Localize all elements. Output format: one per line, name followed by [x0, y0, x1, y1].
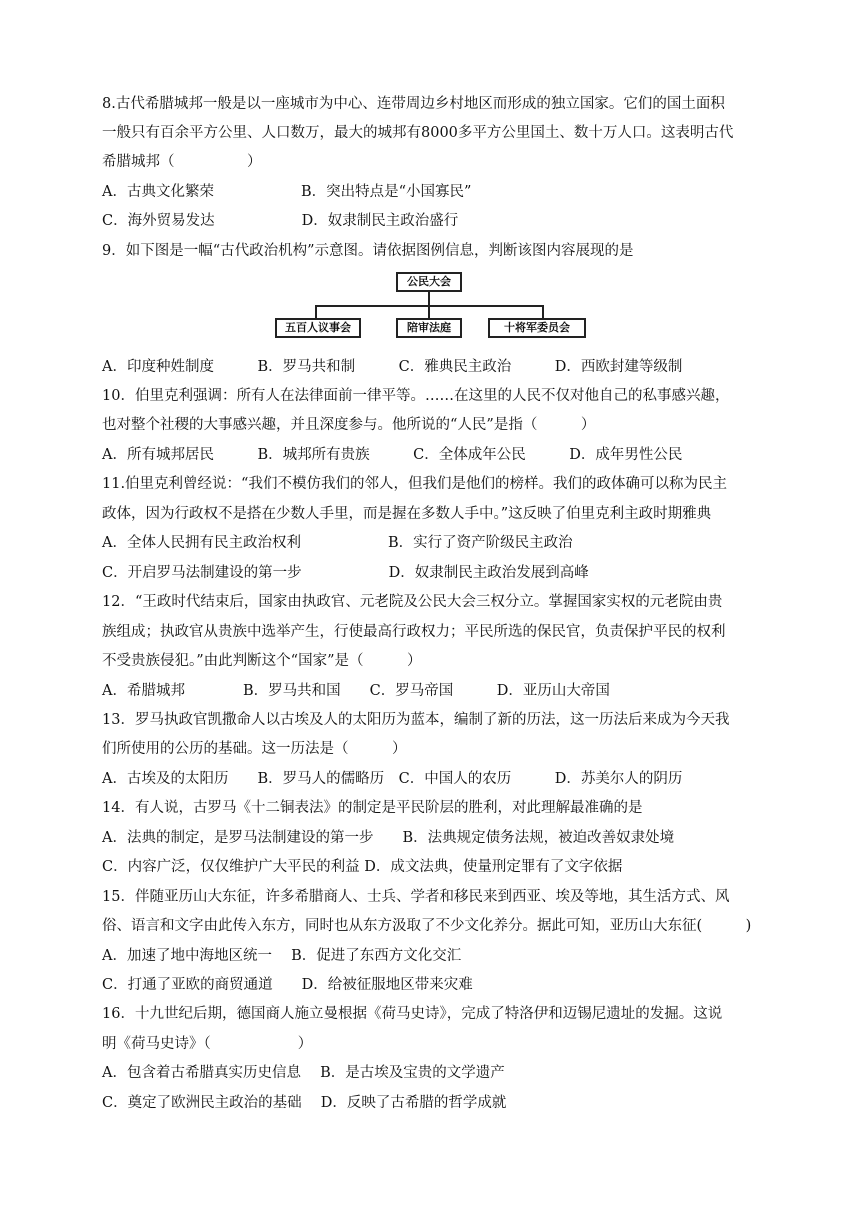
diagram-node-ten-generals: 十将军委员会	[488, 318, 586, 338]
q15-stem-line1: 15．伴随亚历山大东征，许多希腊商人、士兵、学者和移民来到西亚、埃及等地，其生活方式、风	[102, 889, 730, 905]
q8-stem-line1: 8.古代希腊城邦一般是以一座城市为中心、连带周边乡村地区而形成的独立国家。它们的国土面积	[102, 96, 725, 112]
q8-stem-line2: 一般只有百余平方公里、人口数万，最大的城邦有8000多平方公里国土、数十万人口。这表明古代	[102, 125, 734, 141]
q16-options-cd: C．奠定了欧洲民主政治的基础 D．反映了古希腊的哲学成就	[102, 1095, 507, 1111]
q11-options-ab: A．全体人民拥有民主政治权利 B．实行了资产阶级民主政治	[102, 535, 573, 551]
q15-stem-line2: 俗、语言和文字由此传入东方，同时也从东方汲取了不少文化养分。据此可知，亚历山大东征( )	[102, 918, 752, 934]
q13-stem-line2: 们所使用的公历的基础。这一历法是（ ）	[102, 741, 407, 757]
q15-options-ab: A．加速了地中海地区统一 B．促进了东西方文化交汇	[102, 948, 462, 964]
q16-options-ab: A．包含着古希腊真实历史信息 B．是古埃及宝贵的文学遗产	[102, 1065, 505, 1081]
diagram-connector-vertical	[428, 292, 430, 306]
q14-options-cd: C．内容广泛，仅仅维护广大平民的利益 D．成文法典，使量刑定罪有了文字依据	[102, 859, 623, 875]
diagram-connector-middle	[428, 305, 430, 318]
q14-stem: 14．有人说，古罗马《十二铜表法》的制定是平民阶层的胜利，对此理解最准确的是	[102, 800, 643, 816]
q8-stem-line3: 希腊城邦（ ）	[102, 154, 262, 170]
q11-stem-line1: 11.伯里克利曾经说：“我们不模仿我们的邻人，但我们是他们的榜样。我们的政体确可以称为民主	[102, 476, 727, 492]
q12-stem-line2: 族组成；执政官从贵族中选举产生，行使最高行政权力；平民所选的保民官，负责保护平民的权利	[102, 624, 726, 640]
q16-stem-line2: 明《荷马史诗》（ ）	[102, 1036, 313, 1052]
diagram-connector-left	[315, 305, 317, 318]
diagram-connector-right	[542, 305, 544, 318]
q12-stem-line3: 不受贵族侵犯。”由此判断这个“国家”是（ ）	[102, 653, 422, 669]
q13-options: A．古埃及的太阳历 B．罗马人的儒略历 C．中国人的农历 D．苏美尔人的阴历	[102, 771, 683, 787]
q11-stem-line2: 政体，因为行政权不是搭在少数人手里，而是握在多数人手中。”这反映了伯里克利主政时期雅典	[102, 506, 712, 522]
q13-stem-line1: 13．罗马执政官凯撒命人以古埃及人的太阳历为蓝本，编制了新的历法，这一历法后来成为今天我	[102, 712, 730, 728]
diagram-node-jury-court: 陪审法庭	[396, 318, 462, 338]
q10-stem-line2: 也对整个社稷的大事感兴趣，并且深度参与。他所说的“人民”是指（ ）	[102, 417, 596, 433]
q12-options: A．希腊城邦 B．罗马共和国 C．罗马帝国 D．亚历山大帝国	[102, 683, 610, 699]
q8-options-ab: A．古典文化繁荣 B．突出特点是“小国寡民”	[102, 184, 472, 200]
q14-options-ab: A．法典的制定，是罗马法制建设的第一步 B．法典规定债务法规，被迫改善奴隶处境	[102, 830, 675, 846]
q15-options-cd: C．打通了亚欧的商贸通道 D．给被征服地区带来灾难	[102, 977, 473, 993]
q10-options: A．所有城邦居民 B．城邦所有贵族 C．全体成年公民 D．成年男性公民	[102, 447, 683, 463]
q10-stem-line1: 10．伯里克利强调：所有人在法律面前一律平等。……在这里的人民不仅对他自己的私事感兴趣，	[102, 388, 730, 404]
q9-stem: 9．如下图是一幅“古代政治机构”示意图。请依据图例信息，判断该图内容展现的是	[102, 243, 634, 259]
q12-stem-line1: 12．“王政时代结束后，国家由执政官、元老院及公民大会三权分立。掌握国家实权的元老院由贵	[102, 594, 723, 610]
q11-options-cd: C．开启罗马法制建设的第一步 D．奴隶制民主政治发展到高峰	[102, 565, 589, 581]
q9-options: A．印度种姓制度 B．罗马共和制 C．雅典民主政治 D．西欧封建等级制	[102, 359, 683, 375]
diagram-top-node: 公民大会	[396, 272, 462, 292]
q8-options-cd: C．海外贸易发达 D．奴隶制民主政治盛行	[102, 213, 459, 229]
q16-stem-line1: 16．十九世纪后期，德国商人施立曼根据《荷马史诗》，完成了特洛伊和迈锡尼遗址的发掘。这说	[102, 1006, 723, 1022]
diagram-node-council-500: 五百人议事会	[275, 318, 361, 338]
political-organ-diagram	[270, 268, 588, 344]
